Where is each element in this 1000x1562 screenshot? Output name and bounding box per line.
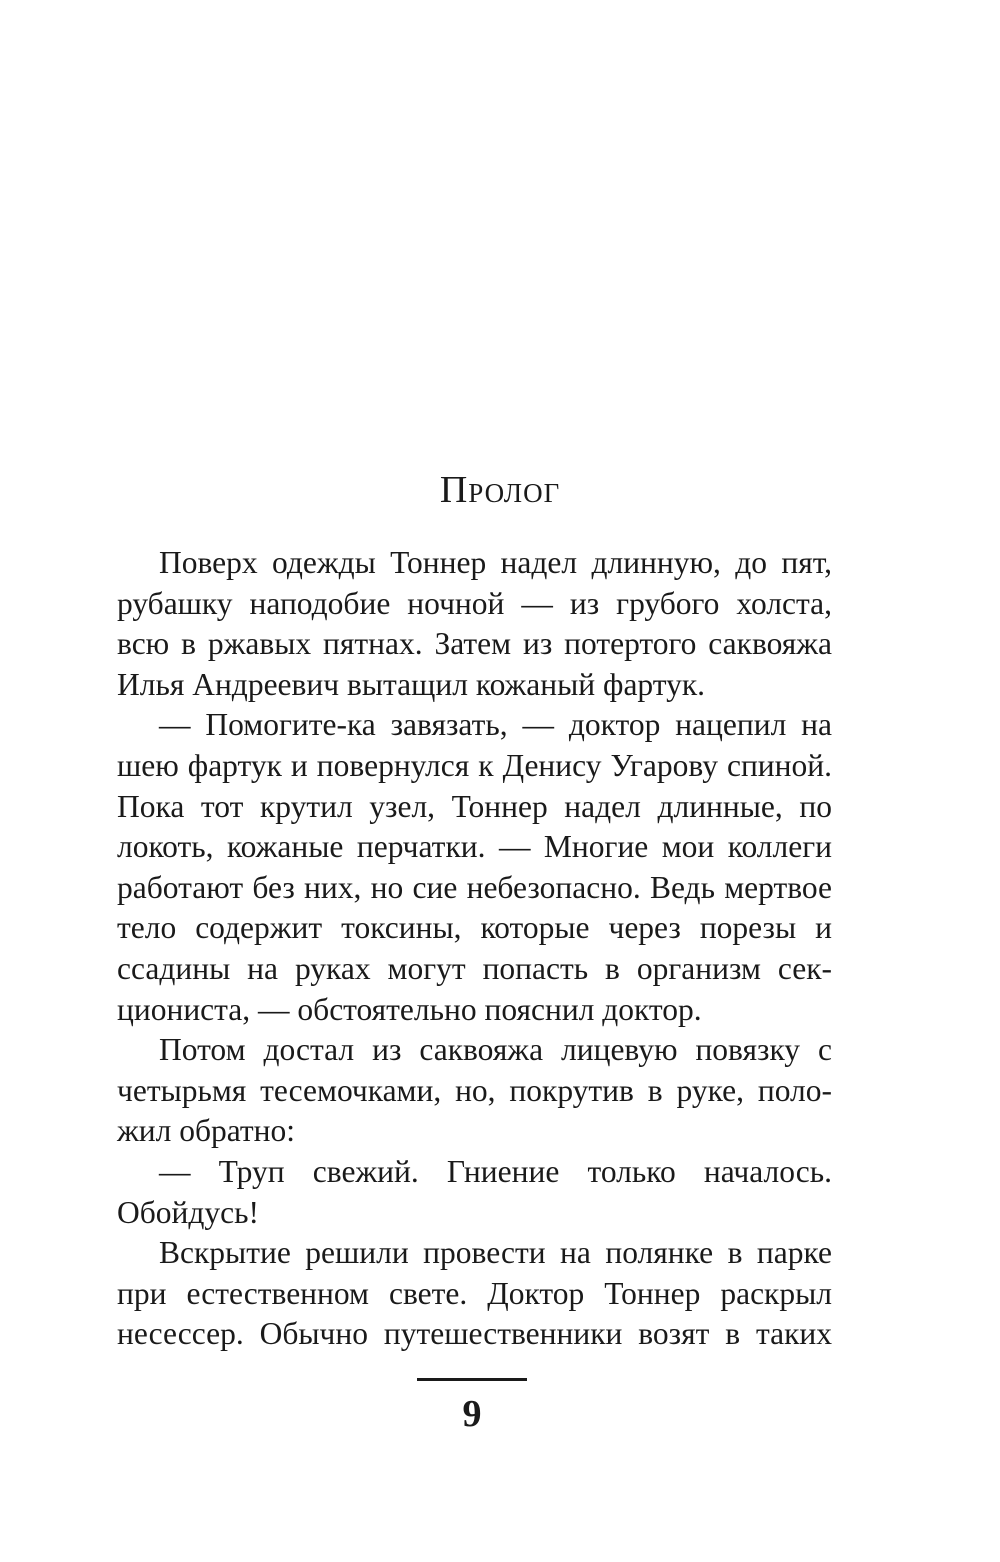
- body-text: [117, 543, 832, 1355]
- paragraph: — Помогите-ка завязать, — доктор нацепил на шею фартук и повернулся к Денису Угарову спиной. Пока тот крутил узел, Тоннер надел длинные, по локоть, кожаные перчатки. — Многие мои коллеги работают без них, но сие небезопасно. Ведь мертвое тело содержит токсины, которые через порезы и ссадины на руках могут попасть в организм секциониста, — обстоятельно пояснил доктор.: [117, 707, 832, 1027]
- chapter-title: Пролог: [439, 469, 561, 511]
- paragraph: Поверх одежды Тоннер надел длинную, до пят, рубашку наподобие ночной — из грубого холста, всю в ржавых пятнах. Затем из потертого саквояжа Илья Андреевич вытащил кожаный фартук.: [117, 545, 832, 702]
- page-number-rule: [417, 1378, 527, 1381]
- paragraph: Вскрытие решили провести на полянке в парке при естественном свете. Доктор Тоннер раскрыл несессер. Обычно путешественники возят в таких: [117, 1235, 832, 1352]
- paragraph: — Труп свежий. Гниение только началось. Обойдусь!: [117, 1153, 832, 1230]
- paragraph: Потом достал из саквояжа лицевую повязку с четырьмя тесемочками, но, покрутив в руке, положил обратно:: [117, 1032, 832, 1149]
- page-number: 9: [462, 1393, 482, 1435]
